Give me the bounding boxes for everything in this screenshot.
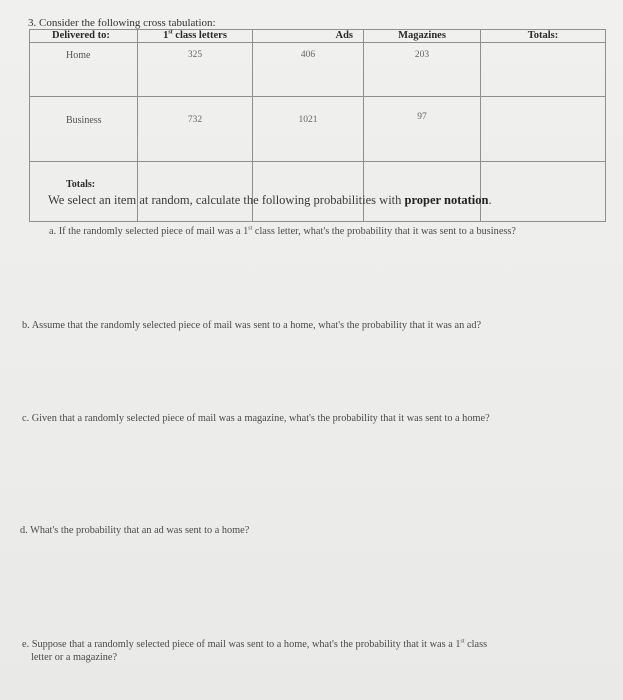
cell-business-magazines: 97: [364, 97, 481, 162]
table-header-row: [30, 30, 606, 43]
instructions-bold: proper notation: [404, 193, 489, 207]
cell-home-letters: 325: [138, 43, 253, 97]
cell-totals-ads: [253, 162, 364, 222]
header-magazines: Magazines: [364, 30, 481, 43]
header-ads: Ads: [253, 30, 364, 43]
instructions-tail: .: [488, 193, 492, 207]
cell-totals-magazines: [364, 162, 481, 222]
question-e-line1: e. Suppose that a randomly selected piece of mail was sent to a home, what's the probability that it was a 1st class: [22, 638, 488, 650]
header-first-class-letters: 1st class letters: [138, 30, 253, 43]
question-intro: 3. Consider the following cross tabulation:: [28, 17, 216, 29]
cell-business-letters: 732: [138, 97, 253, 162]
instructions: [48, 193, 492, 208]
header-delivered-to: Delivered to:: [30, 30, 138, 43]
question-d: d. What's the probability that an ad was sent to a home?: [20, 525, 250, 536]
question-a: a. If the randomly selected piece of mail was a 1st class letter, what's the probability that it was sent to a business?: [49, 225, 516, 237]
table-row: [30, 162, 606, 222]
cell-home-ads: 406: [253, 43, 364, 97]
cell-business-totals: [481, 97, 606, 162]
row-label-home: Home: [30, 43, 138, 97]
table-row: [30, 97, 606, 162]
cell-business-ads: 1021: [253, 97, 364, 162]
question-c: c. Given that a randomly selected piece of mail was a magazine, what's the probability that it was sent to a home?: [22, 413, 490, 424]
cell-home-totals: [481, 43, 606, 97]
row-label-business: Business: [30, 97, 138, 162]
header-totals: Totals:: [481, 30, 606, 43]
instructions-lead: We select an item at random, calculate the following probabilities with: [48, 193, 405, 207]
table-row: [30, 43, 606, 97]
cell-totals-letters: [138, 162, 253, 222]
row-label-totals: Totals:: [30, 162, 138, 222]
cell-home-magazines: 203: [364, 43, 481, 97]
cell-totals-totals: [481, 162, 606, 222]
question-b: b. Assume that the randomly selected piece of mail was sent to a home, what's the probability that it was an ad?: [22, 320, 482, 331]
question-e-line2: letter or a magazine?: [31, 652, 118, 663]
